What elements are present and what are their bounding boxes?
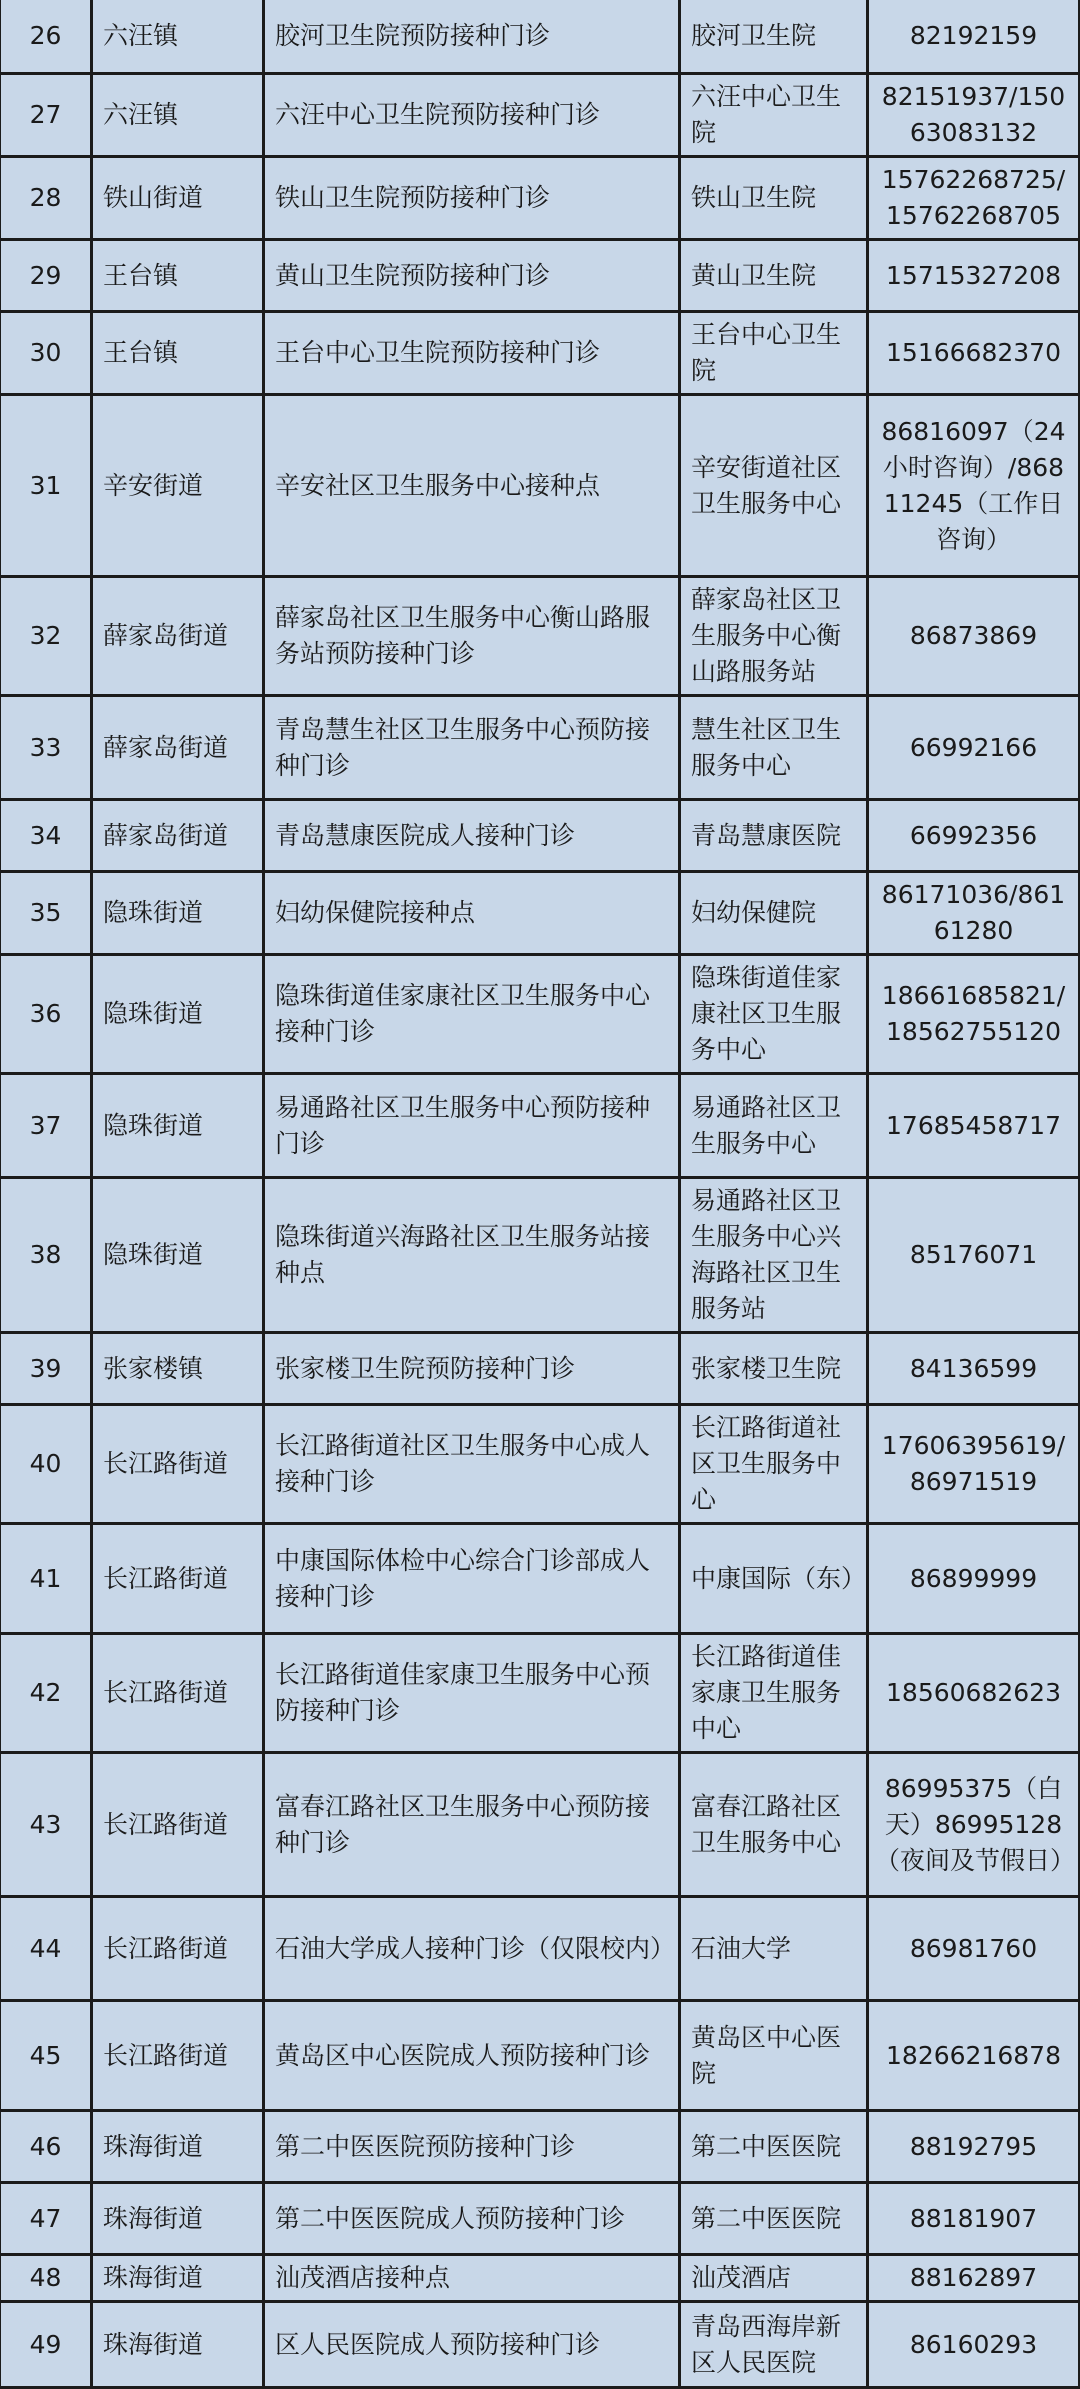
contact-phone: 86981760 bbox=[868, 1897, 1080, 2001]
table-row bbox=[0, 955, 1080, 1074]
contact-phone: 82192159 bbox=[868, 0, 1080, 74]
organization-name: 铁山卫生院 bbox=[680, 157, 868, 240]
organization-name: 中康国际（东） bbox=[680, 1524, 868, 1634]
table-row bbox=[0, 1524, 1080, 1634]
table-row bbox=[0, 2302, 1080, 2388]
contact-phone: 84136599 bbox=[868, 1333, 1080, 1405]
contact-phone: 86899999 bbox=[868, 1524, 1080, 1634]
table-row bbox=[0, 2001, 1080, 2111]
row-number: 28 bbox=[0, 157, 92, 240]
town-name: 薛家岛街道 bbox=[92, 577, 264, 696]
row-number: 41 bbox=[0, 1524, 92, 1634]
town-name: 薛家岛街道 bbox=[92, 800, 264, 872]
row-number: 45 bbox=[0, 2001, 92, 2111]
vaccination-site-name: 铁山卫生院预防接种门诊 bbox=[264, 157, 680, 240]
vaccination-site-name: 第二中医医院成人预防接种门诊 bbox=[264, 2183, 680, 2255]
organization-name: 青岛西海岸新区人民医院 bbox=[680, 2302, 868, 2388]
table-row bbox=[0, 312, 1080, 395]
town-name: 长江路街道 bbox=[92, 1524, 264, 1634]
contact-phone: 88192795 bbox=[868, 2111, 1080, 2183]
table-row bbox=[0, 1634, 1080, 1753]
organization-name: 六汪中心卫生院 bbox=[680, 74, 868, 157]
vaccination-site-name: 长江路街道佳家康卫生服务中心预防接种门诊 bbox=[264, 1634, 680, 1753]
row-number: 29 bbox=[0, 240, 92, 312]
vaccination-site-name: 黄岛区中心医院成人预防接种门诊 bbox=[264, 2001, 680, 2111]
row-number: 32 bbox=[0, 577, 92, 696]
organization-name: 易通路社区卫生服务中心兴海路社区卫生服务站 bbox=[680, 1178, 868, 1333]
table-row bbox=[0, 2255, 1080, 2302]
organization-name: 第二中医医院 bbox=[680, 2111, 868, 2183]
vaccination-site-name: 富春江路社区卫生服务中心预防接种门诊 bbox=[264, 1753, 680, 1897]
table-row bbox=[0, 577, 1080, 696]
row-number: 48 bbox=[0, 2255, 92, 2302]
table-row bbox=[0, 1753, 1080, 1897]
organization-name: 石油大学 bbox=[680, 1897, 868, 2001]
contact-phone: 82151937/15063083132 bbox=[868, 74, 1080, 157]
contact-phone: 15166682370 bbox=[868, 312, 1080, 395]
organization-name: 王台中心卫生院 bbox=[680, 312, 868, 395]
vaccination-site-name: 长江路街道社区卫生服务中心成人接种门诊 bbox=[264, 1405, 680, 1524]
vaccination-site-name: 易通路社区卫生服务中心预防接种门诊 bbox=[264, 1074, 680, 1178]
organization-name: 薛家岛社区卫生服务中心衡山路服务站 bbox=[680, 577, 868, 696]
vaccination-site-name: 区人民医院成人预防接种门诊 bbox=[264, 2302, 680, 2388]
row-number: 30 bbox=[0, 312, 92, 395]
row-number: 37 bbox=[0, 1074, 92, 1178]
contact-phone: 86816097（24小时咨询）/86811245（工作日咨询） bbox=[868, 395, 1080, 577]
row-number: 33 bbox=[0, 696, 92, 800]
contact-phone: 17606395619/86971519 bbox=[868, 1405, 1080, 1524]
contact-phone: 86171036/86161280 bbox=[868, 872, 1080, 955]
row-number: 46 bbox=[0, 2111, 92, 2183]
vaccination-site-name: 青岛慧康医院成人接种门诊 bbox=[264, 800, 680, 872]
vaccination-site-name: 隐珠街道兴海路社区卫生服务站接种点 bbox=[264, 1178, 680, 1333]
vaccination-site-name: 青岛慧生社区卫生服务中心预防接种门诊 bbox=[264, 696, 680, 800]
table-row bbox=[0, 74, 1080, 157]
organization-name: 黄岛区中心医院 bbox=[680, 2001, 868, 2111]
vaccination-site-name: 薛家岛社区卫生服务中心衡山路服务站预防接种门诊 bbox=[264, 577, 680, 696]
contact-phone: 66992356 bbox=[868, 800, 1080, 872]
organization-name: 慧生社区卫生服务中心 bbox=[680, 696, 868, 800]
table-row bbox=[0, 1178, 1080, 1333]
town-name: 六汪镇 bbox=[92, 0, 264, 74]
organization-name: 长江路街道佳家康卫生服务中心 bbox=[680, 1634, 868, 1753]
town-name: 隐珠街道 bbox=[92, 1178, 264, 1333]
table-row bbox=[0, 1074, 1080, 1178]
organization-name: 易通路社区卫生服务中心 bbox=[680, 1074, 868, 1178]
contact-phone: 18560682623 bbox=[868, 1634, 1080, 1753]
town-name: 薛家岛街道 bbox=[92, 696, 264, 800]
town-name: 隐珠街道 bbox=[92, 872, 264, 955]
organization-name: 青岛慧康医院 bbox=[680, 800, 868, 872]
row-number: 49 bbox=[0, 2302, 92, 2388]
table-row bbox=[0, 395, 1080, 577]
row-number: 26 bbox=[0, 0, 92, 74]
row-number: 43 bbox=[0, 1753, 92, 1897]
row-number: 47 bbox=[0, 2183, 92, 2255]
row-number: 34 bbox=[0, 800, 92, 872]
town-name: 王台镇 bbox=[92, 240, 264, 312]
contact-phone: 88162897 bbox=[868, 2255, 1080, 2302]
vaccination-site-name: 第二中医医院预防接种门诊 bbox=[264, 2111, 680, 2183]
contact-phone: 66992166 bbox=[868, 696, 1080, 800]
table-row bbox=[0, 872, 1080, 955]
contact-phone: 18266216878 bbox=[868, 2001, 1080, 2111]
town-name: 隐珠街道 bbox=[92, 1074, 264, 1178]
contact-phone: 15762268725/15762268705 bbox=[868, 157, 1080, 240]
organization-name: 辛安街道社区卫生服务中心 bbox=[680, 395, 868, 577]
contact-phone: 17685458717 bbox=[868, 1074, 1080, 1178]
organization-name: 胶河卫生院 bbox=[680, 0, 868, 74]
contact-phone: 85176071 bbox=[868, 1178, 1080, 1333]
contact-phone: 86160293 bbox=[868, 2302, 1080, 2388]
vaccination-site-name: 汕茂酒店接种点 bbox=[264, 2255, 680, 2302]
row-number: 44 bbox=[0, 1897, 92, 2001]
table-row bbox=[0, 157, 1080, 240]
town-name: 辛安街道 bbox=[92, 395, 264, 577]
vaccination-site-name: 张家楼卫生院预防接种门诊 bbox=[264, 1333, 680, 1405]
town-name: 长江路街道 bbox=[92, 1405, 264, 1524]
town-name: 珠海街道 bbox=[92, 2183, 264, 2255]
town-name: 珠海街道 bbox=[92, 2255, 264, 2302]
row-number: 42 bbox=[0, 1634, 92, 1753]
row-number: 39 bbox=[0, 1333, 92, 1405]
town-name: 珠海街道 bbox=[92, 2111, 264, 2183]
vaccination-site-name: 辛安社区卫生服务中心接种点 bbox=[264, 395, 680, 577]
town-name: 珠海街道 bbox=[92, 2302, 264, 2388]
table-row bbox=[0, 1405, 1080, 1524]
row-number: 31 bbox=[0, 395, 92, 577]
town-name: 六汪镇 bbox=[92, 74, 264, 157]
table-row bbox=[0, 2183, 1080, 2255]
contact-phone: 86995375（白天）86995128（夜间及节假日） bbox=[868, 1753, 1080, 1897]
vaccination-site-name: 妇幼保健院接种点 bbox=[264, 872, 680, 955]
row-number: 27 bbox=[0, 74, 92, 157]
row-number: 35 bbox=[0, 872, 92, 955]
organization-name: 隐珠街道佳家康社区卫生服务中心 bbox=[680, 955, 868, 1074]
table-row bbox=[0, 0, 1080, 74]
town-name: 长江路街道 bbox=[92, 2001, 264, 2111]
town-name: 铁山街道 bbox=[92, 157, 264, 240]
organization-name: 妇幼保健院 bbox=[680, 872, 868, 955]
table-row bbox=[0, 800, 1080, 872]
organization-name: 长江路街道社区卫生服务中心 bbox=[680, 1405, 868, 1524]
table-row bbox=[0, 1333, 1080, 1405]
table-row bbox=[0, 1897, 1080, 2001]
vaccination-site-name: 王台中心卫生院预防接种门诊 bbox=[264, 312, 680, 395]
town-name: 张家楼镇 bbox=[92, 1333, 264, 1405]
vaccination-site-name: 隐珠街道佳家康社区卫生服务中心接种门诊 bbox=[264, 955, 680, 1074]
organization-name: 富春江路社区卫生服务中心 bbox=[680, 1753, 868, 1897]
vaccination-site-name: 中康国际体检中心综合门诊部成人接种门诊 bbox=[264, 1524, 680, 1634]
table-row bbox=[0, 2111, 1080, 2183]
contact-phone: 18661685821/18562755120 bbox=[868, 955, 1080, 1074]
table-row bbox=[0, 240, 1080, 312]
vaccination-site-name: 石油大学成人接种门诊（仅限校内） bbox=[264, 1897, 680, 2001]
contact-phone: 88181907 bbox=[868, 2183, 1080, 2255]
vaccination-site-name: 黄山卫生院预防接种门诊 bbox=[264, 240, 680, 312]
town-name: 长江路街道 bbox=[92, 1753, 264, 1897]
town-name: 隐珠街道 bbox=[92, 955, 264, 1074]
vaccination-site-name: 六汪中心卫生院预防接种门诊 bbox=[264, 74, 680, 157]
town-name: 长江路街道 bbox=[92, 1897, 264, 2001]
organization-name: 黄山卫生院 bbox=[680, 240, 868, 312]
vaccination-site-name: 胶河卫生院预防接种门诊 bbox=[264, 0, 680, 74]
organization-name: 张家楼卫生院 bbox=[680, 1333, 868, 1405]
row-number: 40 bbox=[0, 1405, 92, 1524]
contact-phone: 86873869 bbox=[868, 577, 1080, 696]
contact-phone: 15715327208 bbox=[868, 240, 1080, 312]
organization-name: 第二中医医院 bbox=[680, 2183, 868, 2255]
town-name: 长江路街道 bbox=[92, 1634, 264, 1753]
row-number: 38 bbox=[0, 1178, 92, 1333]
town-name: 王台镇 bbox=[92, 312, 264, 395]
organization-name: 汕茂酒店 bbox=[680, 2255, 868, 2302]
table-row bbox=[0, 696, 1080, 800]
row-number: 36 bbox=[0, 955, 92, 1074]
